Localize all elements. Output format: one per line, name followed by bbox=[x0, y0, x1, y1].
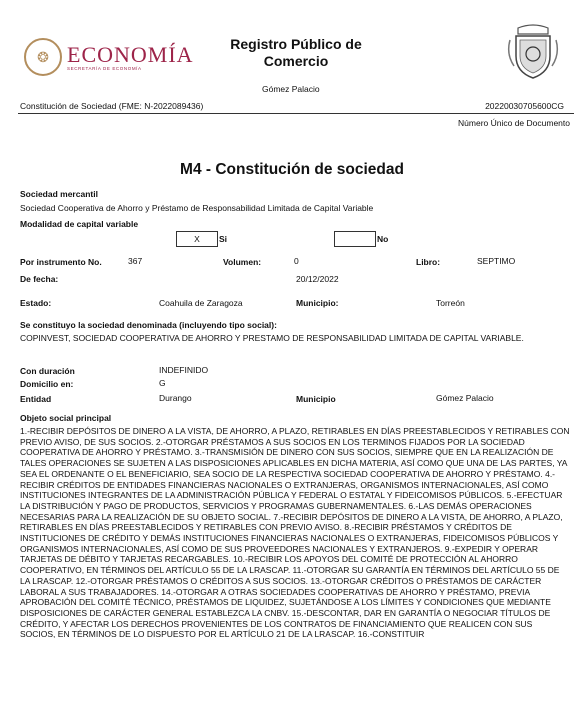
entity-label: Entidad bbox=[20, 394, 52, 404]
document-title: M4 - Constitución de sociedad bbox=[180, 161, 404, 178]
state-value: Coahuila de Zaragoza bbox=[159, 298, 243, 308]
mercantile-society-value: Sociedad Cooperativa de Ahorro y Préstamo de Responsabilidad Limitada de Capital Variable bbox=[20, 203, 374, 213]
municipality2-value: Gómez Palacio bbox=[436, 393, 494, 403]
volume-label: Volumen: bbox=[223, 257, 262, 267]
entity-value: Durango bbox=[159, 393, 192, 403]
instrument-label: Por instrumento No. bbox=[20, 257, 102, 267]
economia-logo bbox=[24, 38, 194, 76]
society-name-label: Se constituyo la sociedad denominada (incluyendo tipo social): bbox=[20, 320, 277, 330]
municipality2-label: Municipio bbox=[296, 394, 336, 404]
book-label: Libro: bbox=[416, 257, 441, 267]
instrument-value: 367 bbox=[128, 256, 143, 266]
municipality-label: Municipio: bbox=[296, 298, 339, 308]
header-divider bbox=[18, 113, 574, 114]
brand-name: ECONOMÍA bbox=[67, 41, 194, 67]
state-label: Estado: bbox=[20, 298, 52, 308]
yes-checkbox: X bbox=[176, 231, 218, 247]
date-label: De fecha: bbox=[20, 274, 59, 284]
variable-capital-label: Modalidad de capital variable bbox=[20, 219, 139, 229]
unique-document-number-label: Número Único de Documento bbox=[458, 118, 570, 128]
corporate-purpose-label: Objeto social principal bbox=[20, 413, 112, 423]
no-label: No bbox=[377, 234, 389, 244]
constitution-reference: Constitución de Sociedad (FME: N-2022089436) bbox=[20, 101, 204, 111]
mercantile-society-label: Sociedad mercantil bbox=[20, 189, 98, 199]
volume-value: 0 bbox=[294, 256, 299, 266]
corporate-purpose-text: 1.-RECIBIR DEPÓSITOS DE DINERO A LA VISTA, DE AHORRO, A PLAZO, RETIRABLES EN DÍAS PREESTABLECIDOS Y RETIRABLES CON PREVIO AVISO, DE SUS SOCIOS. 2.-OTORGAR PRÉSTAMOS A SUS SOCIOS EN LOS TERMINOS FIJADOS POR LA SOCIEDAD COOPERATIVA DE AHORRO Y PRÉSTAMO. 3.-TRANSMISIÓN DE DINERO CON SUS SOCIOS, SIEMPRE QUE EN LA REALIZACIÓN DE TALES OPERACIONES SE SUJETEN A LAS DISPOSICIONES APLICABLES EN DICHA MATERIA, ASÍ COMO QUE UNA DE LAS PARTES, YA SEA EL ORDENANTE O EL BENEFICIARIO, SEA SOCIO DE LA RESPECTIVA SOCIEDAD COOPERATIVA DE AHORRO Y PRÉSTAMO. 4.-RECIBIR CRÉDITOS DE ENTIDADES FINANCIERAS NACIONALES O EXTRANJERAS, ORGANISMOS INTERNACIONALES, ASÍ COMO INSTITUCIONES INTEGRANTES DE LA ADMINISTRACIÓN PÚBLICA Y FEDERAL O ESTATAL Y FIDEICOMISOS PÚBLICOS. 5.-EFECTUAR LA DISTRIBUCIÓN Y PAGO DE PRODUCTOS, SERVICIOS Y PROGRAMAS GUBERNAMENTALES. 6.-LAS DEMÁS OPERACIONES NECESARIAS PARA LA REALIZACIÓN DE SU OBJETO SOCIAL. 7.-RECIBIR DEPÓSITOS DE DINERO A LA VISTA, DE AHORRO, A PLAZO, RETIRABLES EN DÍAS PREESTABLECIDOS Y RETIRABLES CON PREVIO AVISO. 8.-RECIBIR PRÉSTAMOS Y CRÉDITOS DE INSTITUCIONES DE CRÉDITO Y DEMÁS INSTITUCIONES FINANCIERAS NACIONALES O EXTRANJERAS, FIDEICOMISOS PÚBLICOS Y ORGANISMOS INTERNACIONALES, ASÍ COMO DE SUS PROVEEDORES NACIONALES Y EXTRANJEROS. 9.-EXPEDIR Y OPERAR TARJETAS DE DÉBITO Y TARJETAS RECARGABLES. 10.-RECIBIR LOS APOYOS DEL COMITÉ DE PROTECCIÓN AL AHORRO COOPERATIVO, EN TÉRMINOS DEL ARTÍCULO 55 DE LA LRASCAP. 11.-OTORGAR SU GARANTÍA EN TÉRMINOS DEL ARTÍCULO 55 DE LA LRASCAP. 12.-OTORGAR PRÉSTAMOS O CRÉDITOS A SUS SOCIOS. 13.-OTORGAR CRÉDITOS O PRÉSTAMOS DE CARÁCTER LABORAL A SUS TRABAJADORES. 14.-OTORGAR A OTRAS SOCIEDADES COOPERATIVAS DE AHORRO Y PRÉSTAMO, PREVIA APROBACIÓN DEL COMITÉ TÉCNICO, PRÉSTAMOS DE LIQUIDEZ, SUJETÁNDOSE A LOS LÍMITES Y CONDICIONES QUE MEDIANTE DISPOSICIONES DE CARÁCTER GENERAL ESTABLEZCA LA CNBV. 15.-DESCONTAR, DAR EN GARANTÍA O NEGOCIAR TÍTULOS DE CRÉDITO, Y AFECTAR LOS DERECHOS PROVENIENTES DE LOS CONTRATOS DE FINANCIAMIENTO QUE REALICEN CON SUS SOCIOS, EN TÉRMINOS DE LO DISPUESTO POR EL ARTÍCULO 21 DE LA LRASCAP. 16.-CONSTITUIR bbox=[20, 426, 570, 640]
no-checkbox bbox=[334, 231, 376, 247]
municipality-value: Torreón bbox=[436, 298, 465, 308]
yes-label: Si bbox=[219, 234, 228, 244]
society-name-value: COPINVEST, SOCIEDAD COOPERATIVA DE AHORRO Y PRESTAMO DE RESPONSABILIDAD LIMITADA DE CAPITAL VARIABLE. bbox=[20, 333, 524, 343]
duration-value: INDEFINIDO bbox=[159, 365, 209, 375]
duration-label: Con duración bbox=[20, 366, 75, 376]
date-value: 20/12/2022 bbox=[296, 274, 339, 284]
domicile-value: G bbox=[159, 378, 166, 388]
header-city: Gómez Palacio bbox=[262, 84, 320, 94]
unique-document-number: 20220030705600CG bbox=[485, 101, 564, 111]
eagle-seal-icon: ❂ bbox=[24, 38, 62, 76]
brand-subtitle: SECRETARÍA DE ECONOMÍA bbox=[67, 65, 142, 71]
coat-of-arms-icon bbox=[502, 20, 564, 82]
domicile-label: Domicilio en: bbox=[20, 379, 74, 389]
book-value: SEPTIMO bbox=[477, 256, 516, 266]
registry-title: Registro Público de Comercio bbox=[230, 36, 362, 69]
